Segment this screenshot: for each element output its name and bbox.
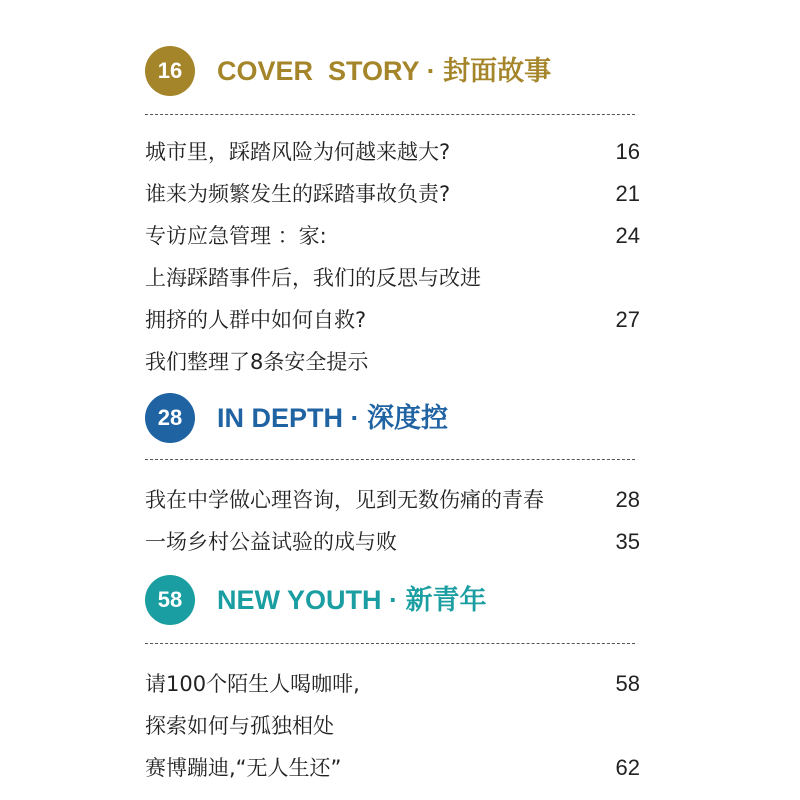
- section-title-dot: ·: [426, 56, 436, 86]
- toc-entry-page: 28: [615, 487, 640, 512]
- toc-entry-page: 24: [615, 223, 640, 248]
- section-title: [217, 401, 448, 436]
- section-header: [145, 46, 640, 96]
- section-title-zh: 封面故事: [443, 56, 552, 87]
- section-title-zh: 深度控: [367, 403, 449, 434]
- toc-entry-title: 城市里，踩踏风险为何越来越大?: [145, 140, 451, 164]
- dashed-divider: [145, 643, 635, 644]
- toc-entry-title: 请100个陌生人喝咖啡,: [145, 672, 360, 696]
- toc-entry-title: 谁来为频繁发生的踩踏事故负责?: [145, 182, 451, 206]
- toc-entry-title: 我在中学做心理咨询，见到无数伤痛的青春: [145, 488, 544, 512]
- section-title-en: NEW YOUTH: [217, 585, 382, 615]
- section-title: [217, 54, 551, 89]
- toc-entry-page: 35: [615, 529, 640, 554]
- section-header: [145, 575, 640, 625]
- toc-entry-title: 探索如何与孤独相处: [145, 714, 334, 738]
- toc-entry-title: 赛博蹦迪,“无人生还”: [145, 756, 342, 780]
- toc-entry-title: 专访应急管理 ：家:: [145, 224, 327, 248]
- section-cover-story: [145, 46, 640, 374]
- page-number-badge: 28: [145, 393, 195, 443]
- toc-entry-title: 拥挤的人群中如何自救?: [145, 308, 367, 332]
- section-title-dot: ·: [350, 403, 360, 433]
- toc-entry-page: 62: [615, 755, 640, 780]
- section-title-en: COVER STORY: [217, 56, 420, 86]
- page-number-badge: 16: [145, 46, 195, 96]
- section-title-en: IN DEPTH: [217, 403, 344, 433]
- page-number-badge: 58: [145, 575, 195, 625]
- section-title-dot: ·: [389, 585, 399, 615]
- section-title: [217, 583, 487, 618]
- dashed-divider: [145, 114, 635, 115]
- section-new-youth: [145, 575, 640, 780]
- toc-entry-title: 上海踩踏事件后，我们的反思与改进: [145, 266, 481, 290]
- dashed-divider: [145, 459, 635, 460]
- section-in-depth: [145, 393, 640, 554]
- toc-entry-page: 27: [615, 307, 640, 332]
- section-title-zh: 新青年: [405, 585, 487, 616]
- toc-entry-page: 21: [615, 181, 640, 206]
- toc-entry-title: 我们整理了8条安全提示: [145, 350, 369, 374]
- toc-entry-page: 58: [615, 671, 640, 696]
- section-header: [145, 393, 640, 443]
- toc-entry-page: 16: [615, 139, 640, 164]
- toc-entry-title: 一场乡村公益试验的成与败: [145, 530, 397, 554]
